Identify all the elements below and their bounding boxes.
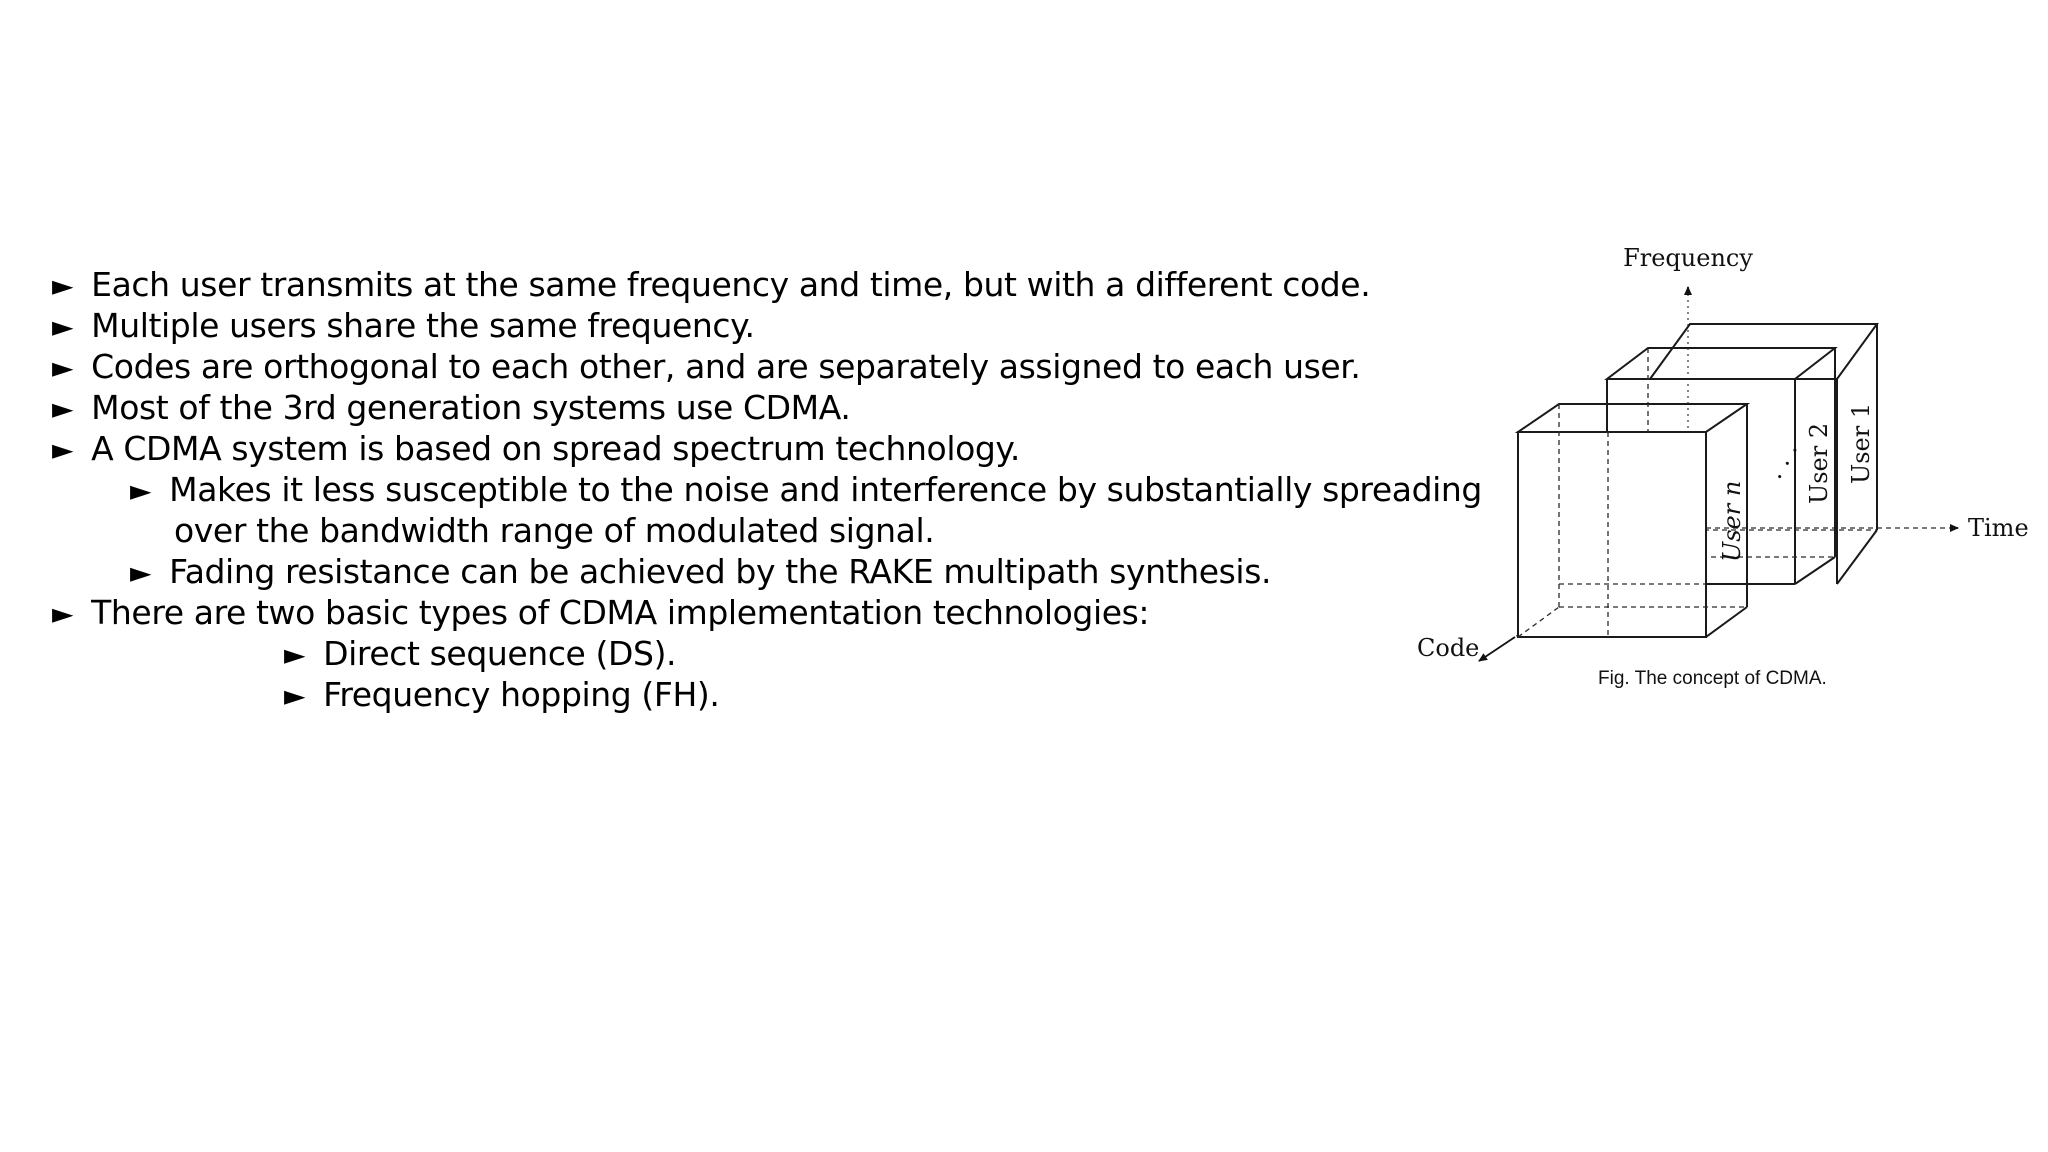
triangle-bullet-icon: ►: [130, 556, 152, 589]
sub-bullet-item: [130, 552, 1271, 593]
sub-bullet-item: [284, 634, 676, 675]
bullet-text: Multiple users share the same frequency.: [91, 306, 755, 345]
frequency-axis-label: Frequency: [1623, 244, 1753, 272]
bullet-item: [52, 388, 850, 429]
bullet-list: [0, 0, 1482, 760]
triangle-bullet-icon: ►: [52, 269, 74, 302]
bullet-text: Codes are orthogonal to each other, and are separately assigned to each user.: [91, 347, 1361, 386]
triangle-bullet-icon: ►: [52, 310, 74, 343]
bullet-text: Direct sequence (DS).: [323, 634, 677, 673]
triangle-bullet-icon: ►: [52, 392, 74, 425]
user-1-label: User 1: [1847, 402, 1875, 484]
bullet-text: Each user transmits at the same frequency and time, but with a different code.: [91, 265, 1371, 304]
cdma-diagram: [1395, 232, 2045, 712]
sub-bullet-continuation: [174, 511, 934, 551]
bullet-text: Makes it less susceptible to the noise and interference by substantially spreading: [169, 470, 1482, 509]
bullet-text: Fading resistance can be achieved by the RAKE multipath synthesis.: [169, 552, 1272, 591]
user-n-label: User n: [1718, 480, 1746, 562]
user-2-label: User 2: [1805, 422, 1833, 504]
triangle-bullet-icon: ►: [284, 638, 306, 671]
code-axis-label: Code: [1417, 634, 1480, 662]
triangle-bullet-icon: ►: [284, 679, 306, 712]
triangle-bullet-icon: ►: [52, 597, 74, 630]
triangle-bullet-icon: ►: [52, 433, 74, 466]
bullet-text: A CDMA system is based on spread spectrum technology.: [91, 429, 1020, 468]
bullet-text: over the bandwidth range of modulated signal.: [174, 511, 935, 550]
sub-bullet-item: [284, 675, 719, 716]
bullet-text: Frequency hopping (FH).: [323, 675, 720, 714]
bullet-item: [52, 429, 1020, 470]
time-axis-label: Time: [1968, 514, 2029, 542]
cdma-concept-figure: [1395, 232, 2045, 712]
triangle-bullet-icon: ►: [52, 351, 74, 384]
bullet-text: There are two basic types of CDMA implementation technologies:: [91, 593, 1150, 632]
ellipsis-label: · · ·: [1765, 439, 1810, 487]
bullet-item: [52, 347, 1361, 388]
figure-caption: Fig. The concept of CDMA.: [1598, 668, 1827, 689]
sub-bullet-item: [130, 470, 1482, 511]
code-axis-arrow: [1479, 637, 1515, 661]
bullet-item: [52, 593, 1149, 634]
bullet-item: [52, 265, 1370, 306]
triangle-bullet-icon: ►: [130, 474, 152, 507]
user-n-box: [1518, 404, 1747, 637]
bullet-item: [52, 306, 755, 347]
bullet-text: Most of the 3rd generation systems use CDMA.: [91, 388, 851, 427]
